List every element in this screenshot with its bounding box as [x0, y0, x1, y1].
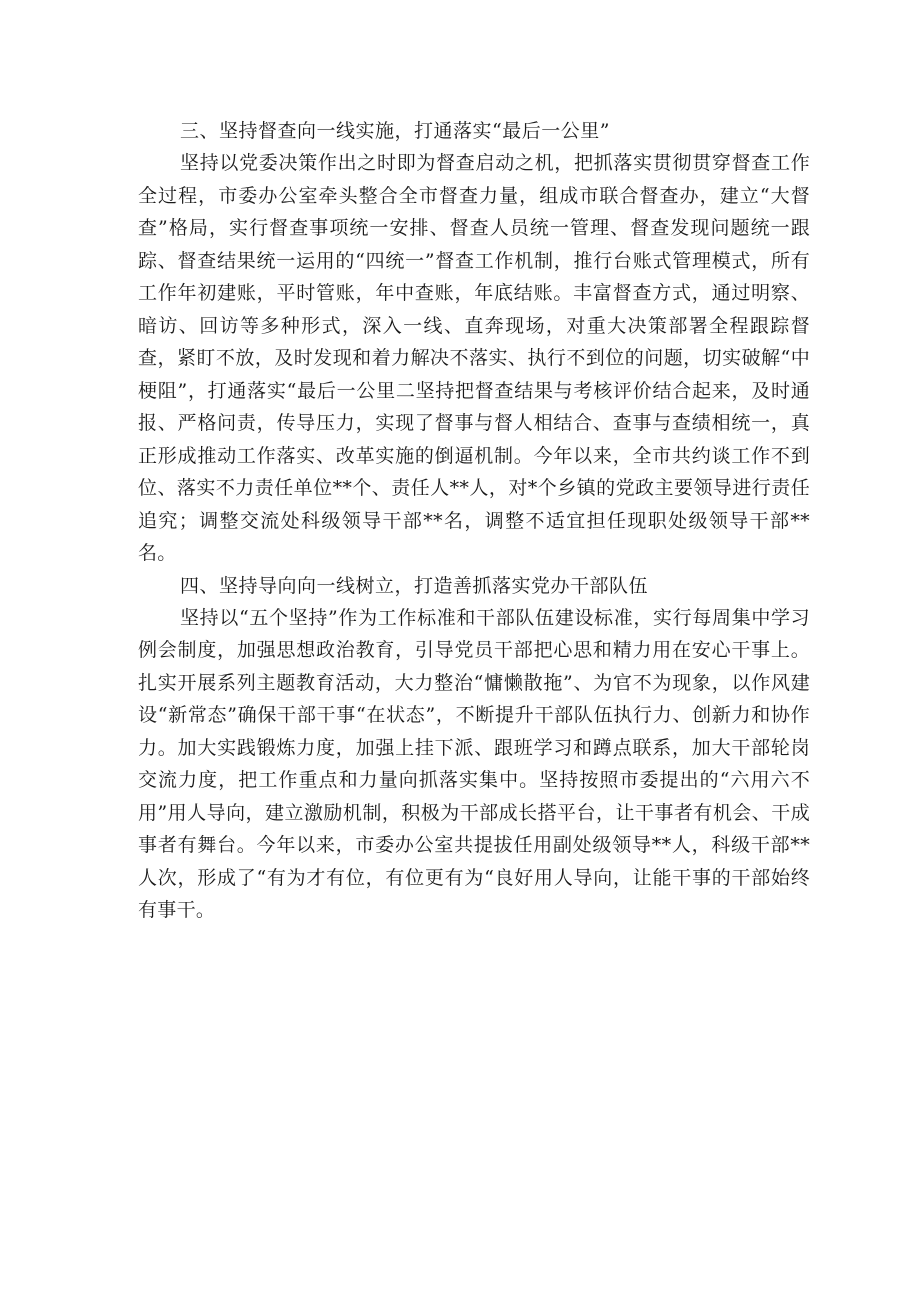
document-page	[138, 115, 810, 927]
section-4-heading: 四、坚持导向向一线树立，打造善抓落实党办干部队伍	[180, 574, 649, 597]
section-3-heading: 三、坚持督查向一线实施，打通落实“最后一公里”	[180, 120, 610, 142]
section-4-paragraph: 坚持以“五个坚持”作为工作标准和干部队伍建设标准，实行每周集中学习例会制度，加强思想政治教育，引导党员干部把心思和精力用在安心干事上。扎实开展系列主题教育活动，大力整治“慵懒散拖”、为官不为现象，以作风建设“新常态”确保干部干事“在状态”，不断提升干部队伍执行力、创新力和协作力。加大实践锻炼力度，加强上挂下派、跟班学习和蹲点联系，加大干部轮岗交流力度，把工作重点和力量向抓落实集中。坚持按照市委提出的“六用六不用”用人导向，建立激励机制，积极为干部成长搭平台，让干事者有机会、干成事者有舞台。今年以来，市委办公室共提拔任用副处级领导**人，科级干部**人次，形成了“有为才有位，有位更有为“良好用人导向，让能干事的干部始终有事干。	[138, 606, 810, 921]
section-3-paragraph: 坚持以党委决策作出之时即为督查启动之机，把抓落实贯彻贯穿督查工作全过程，市委办公室牵头整合全市督查力量，组成市联合督查办，建立“大督查”格局，实行督查事项统一安排、督查人员统一管理、督查发现问题统一跟踪、督查结果统一运用的“四统一”督查工作机制，推行台账式管理模式，所有工作年初建账，平时管账，年中查账，年底结账。丰富督查方式，通过明察、暗访、回访等多种形式，深入一线、直奔现场，对重大决策部署全程跟踪督查，紧盯不放，及时发现和着力解决不落实、执行不到位的问题，切实破解“中梗阻”，打通落实“最后一公里二坚持把督查结果与考核评价结合起来，及时通报、严格问责，传导压力，实现了督事与督人相结合、查事与查绩相统一，真正形成推动工作落实、改革实施的倒逼机制。今年以来，全市共约谈工作不到位、落实不力责任单位**个、责任人**人，对*个乡镇的党政主要领导进行责任追究；调整交流处科级领导干部**名，调整不适宜担任现职处级领导干部**名。	[138, 152, 810, 564]
